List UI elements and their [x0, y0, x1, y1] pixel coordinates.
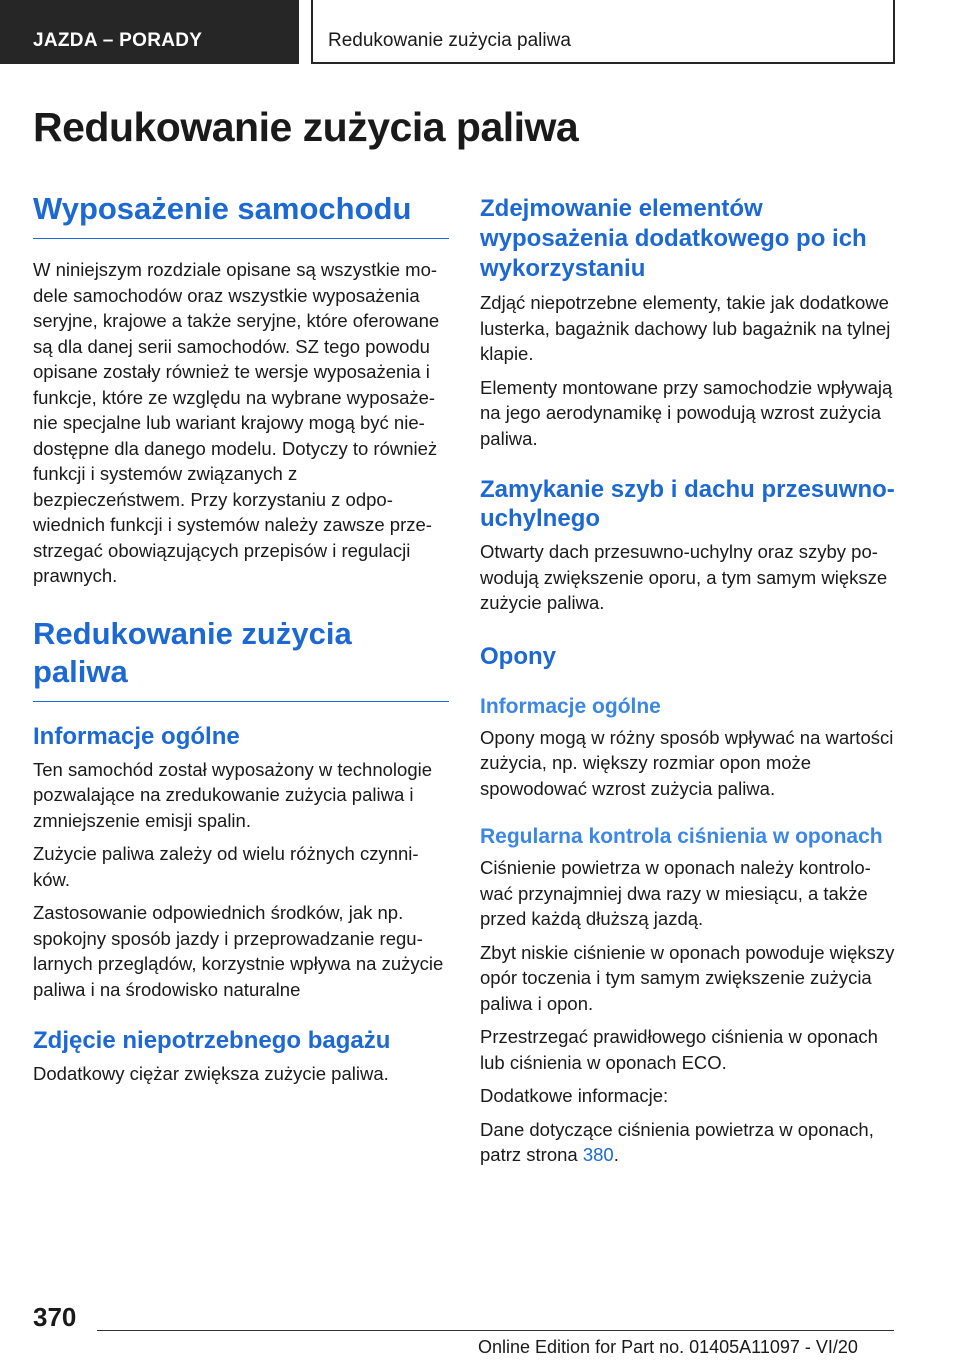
heading-tire-pressure: Regularna kontrola ciśnienia w oponach: [480, 825, 883, 848]
paragraph-general-1: Ten samochód został wyposażony w technologie pozwalające na zredukowanie zużycia paliwa i zmniejszenie emisji spalin.: [33, 758, 433, 831]
page-title: Redukowanie zużycia paliwa: [33, 104, 579, 150]
paragraph-attachments-2: Elementy montowane przy samochodzie wpływają na jego aerodynamikę i powodują wzrost zużycia paliwa.: [480, 376, 893, 449]
edition-info: Online Edition for Part no. 01405A11097 - VI/20: [478, 1337, 858, 1357]
heading-tires-general: Informacje ogólne: [480, 694, 661, 718]
paragraph-luggage: Dodatkowy ciężar zwiększa zużycie paliwa.: [33, 1063, 389, 1084]
left-column: [33, 190, 449, 1095]
heading-luggage: Zdjęcie niepotrzebnego bagażu: [33, 1027, 391, 1054]
chapter-tab: Redukowanie zużycia paliwa: [311, 0, 895, 64]
footer-divider: [97, 1330, 894, 1331]
paragraph-pressure-2: Zbyt niskie ciśnienie w oponach powoduje większy opór toczenia i tym samym zwiększenie zużycia paliwa i opon.: [480, 941, 895, 1014]
heading-equipment: Wyposażenie samochodu: [33, 190, 449, 239]
paragraph-pressure-5: [480, 1117, 896, 1168]
paragraph-attachments-1: Zdjąć niepotrzebne elementy, takie jak dodatkowe lusterka, bagażnik dachowy lub bagażnik na tylnej klapie.: [480, 292, 891, 364]
heading-reduce-fuel: Redukowanie zużycia paliwa: [33, 615, 449, 702]
paragraph-pressure-1: Ciśnienie powietrza w oponach należy kontrolować przynajmniej dwa razy w miesiącu, a także przed każdą dłuższą jazdą.: [480, 857, 871, 929]
page-header: [0, 0, 960, 66]
paragraph-windows-roof: Otwarty dach przesuwno-uchylny oraz szyby powodują zwiększenie oporu, a tym samym większe zużycie paliwa.: [480, 541, 888, 613]
heading-general-info: Informacje ogólne: [33, 722, 240, 750]
paragraph-equipment: W niniejszym rozdziale opisane są wszystkie modele samochodów oraz wszystkie wyposażenia seryjne, krajowe a także seryjne, które oferowane są dla danej serii samochodów. SZ tego powodu opisane zostały również te wersje wyposażenia i funkcje, które ze względu na wybrane wyposażenie specjalne lub wariant krajowy mogą być niedostępne dla danego modelu. Dotyczy to również funkcji i systemów związanych z bezpieczeństwem. Przy korzystaniu z odpowiednich funkcji i systemów należy zawsze przestrzegać obowiązujących przepisów i regulacji prawnych.: [33, 259, 440, 586]
paragraph-tires-general: Opony mogą w różny sposób wpływać na wartości zużycia, np. większy rozmiar opon może spowodować wzrost zużycia paliwa.: [480, 726, 894, 799]
heading-windows-roof: Zamykanie szyb i dachu przesuwno-uchylnego: [480, 476, 895, 532]
pressure-reference-text: Dane dotyczące ciśnienia powietrza w oponach, patrz strona: [480, 1118, 874, 1165]
page-number: 370: [33, 1302, 77, 1332]
page-reference-link[interactable]: 380: [582, 1144, 614, 1165]
paragraph-general-2: Zużycie paliwa zależy od wielu różnych czynników.: [33, 843, 419, 890]
heading-tires: Opony: [480, 642, 556, 670]
paragraph-pressure-3: Przestrzegać prawidłowego ciśnienia w oponach lub ciśnienia w oponach ECO.: [480, 1026, 878, 1073]
heading-attachments: Zdejmowanie elementów wyposażenia dodatkowego po ich wykorzystaniu: [480, 195, 867, 282]
paragraph-pressure-4: Dodatkowe informacje:: [480, 1085, 669, 1106]
section-tab: JAZDA – PORADY: [0, 0, 299, 64]
pressure-reference-end: .: [613, 1144, 619, 1165]
right-column: [480, 190, 896, 1176]
paragraph-general-3: Zastosowanie odpowiednich środków, jak np. spokojny sposób jazdy i przeprowadzanie regularnych przeglądów, korzystnie wpływa na zużycie paliwa i na środowisko naturalne: [33, 902, 444, 1000]
